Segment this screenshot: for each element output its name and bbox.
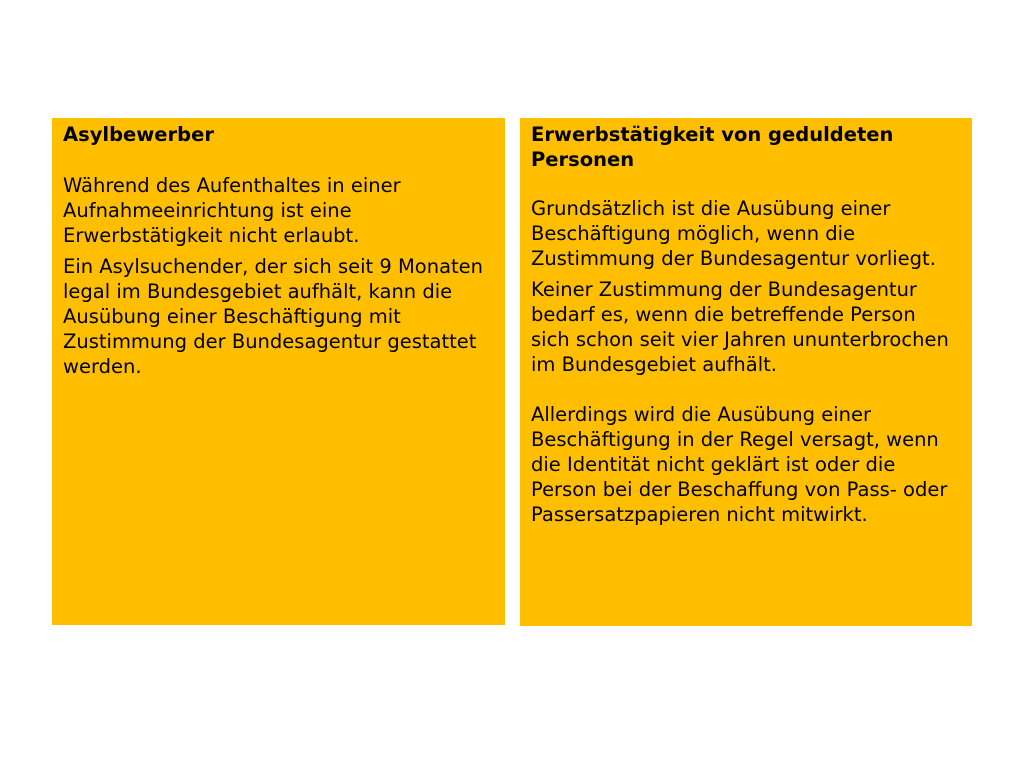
tolerated-persons-paragraph-2: Keiner Zustimmung der Bundesagentur bedarf es, wenn die betreffende Person sich schon seit vier Jahren ununterbrochen im Bundesgebiet aufhält. — [531, 278, 949, 376]
tolerated-persons-heading: Erwerbstätigkeit von geduldeten Personen — [531, 123, 894, 171]
asylum-seekers-heading: Asylbewerber — [63, 123, 214, 146]
asylum-seekers-panel — [52, 118, 505, 625]
tolerated-persons-paragraph-1: Grundsätzlich ist die Ausübung einer Beschäftigung möglich, wenn die Zustimmung der Bundesagentur vorliegt. — [531, 197, 936, 270]
tolerated-persons-panel — [520, 118, 972, 626]
asylum-seekers-paragraph-2: Ein Asylsuchender, der sich seit 9 Monaten legal im Bundesgebiet aufhält, kann die Ausübung einer Beschäftigung mit Zustimmung der Bundesagentur gestattet werden. — [63, 255, 484, 378]
asylum-seekers-paragraph-1: Während des Aufenthaltes in einer Aufnahmeeinrichtung ist eine Erwerbstätigkeit nicht erlaubt. — [63, 174, 401, 247]
tolerated-persons-paragraph-3: Allerdings wird die Ausübung einer Beschäftigung in der Regel versagt, wenn die Identität nicht geklärt ist oder die Person bei der Beschaffung von Pass- oder Passersatzpapieren nicht mitwirkt. — [531, 403, 948, 526]
